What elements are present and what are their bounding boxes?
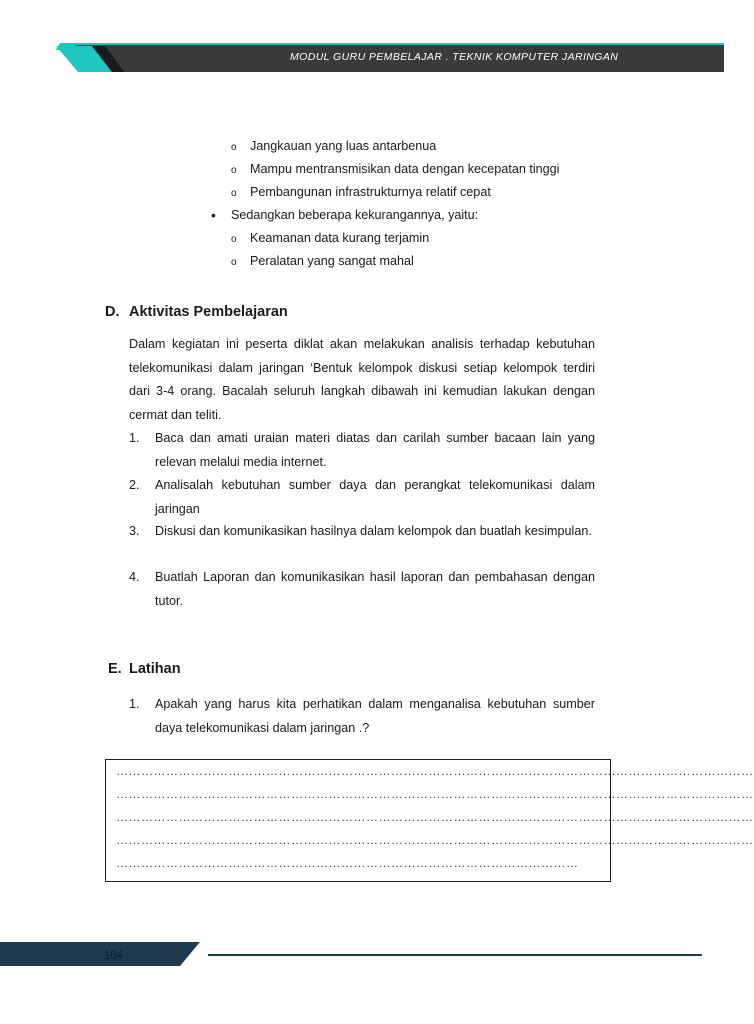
step-text [155,566,595,613]
step-text-2: Analisalah kebutuhan sumber daya dan perangkat telekomunikasi dalam jaringan [155,478,595,516]
list-item: Keamanan data kurang terjamin [250,231,430,245]
header-band [0,0,724,75]
section-d-letter: D. [105,304,120,320]
answer-line[interactable]: ……………………………………………………………………………………………………………………………………… [116,764,754,778]
question-text [155,693,595,740]
answer-line[interactable]: ……………………………………………………………………………………………………………………………………… [116,787,754,801]
step-number: 1. [129,431,140,445]
section-d-intro [129,333,595,427]
step-text-4: Buatlah Laporan dan komunikasikan hasil laporan dan pembahasan dengan tutor. [155,570,595,608]
answer-box[interactable] [105,759,754,882]
header-title: MODUL GURU PEMBELAJAR . TEKNIK KOMPUTER JARINGAN [290,51,619,63]
list-item: Mampu mentransmisikan data dengan kecepatan tinggi [250,162,560,176]
step-number: 4. [129,570,140,584]
list-item: Pembangunan infrastrukturnya relatif cepat [250,185,491,199]
bullet-marker: • [211,207,216,223]
answer-line[interactable]: ………………………………………………………………………………………………… [116,856,579,870]
list-marker: o [231,234,237,245]
answer-line[interactable]: ……………………………………………………………………………………………………………………………………… [116,833,754,847]
list-marker: o [231,257,237,268]
list-marker: o [231,142,237,153]
section-e-letter: E. [108,661,122,677]
question-number: 1. [129,697,140,711]
question-text-1: Apakah yang harus kita perhatikan dalam menganalisa kebutuhan sumber daya telekomunikasi dalam jaringan .? [155,697,595,735]
step-text [155,427,595,474]
list-marker: o [231,165,237,176]
step-number: 2. [129,478,140,492]
page-number: 104 [104,950,124,962]
list-marker: o [231,188,237,199]
footer-tab [0,942,200,966]
step-text [155,520,595,544]
disadvantages-lead: Sedangkan beberapa kekurangannya, yaitu: [231,208,479,222]
step-number: 3. [129,524,140,538]
list-item: Jangkauan yang luas antarbenua [250,139,437,153]
step-text [155,474,595,521]
step-text-3: Diskusi dan komunikasikan hasilnya dalam kelompok dan buatlah kesimpulan. [155,524,592,538]
list-item: Peralatan yang sangat mahal [250,254,414,268]
intro-paragraph: Dalam kegiatan ini peserta diklat akan melakukan analisis terhadap kebutuhan telekomunikasi dalam jaringan ‘Bentuk kelompok diskusi setiap kelompok terdiri dari 3-4 orang. Bacalah seluruh langkah dibawah ini kemudian lakukan dengan cermat dan teliti. [129,337,595,422]
answer-line[interactable]: ……………………………………………………………………………………………………………………………………… [116,810,754,824]
step-text-1: Baca dan amati uraian materi diatas dan carilah sumber bacaan lain yang relevan melalui media internet. [155,431,595,469]
section-e-title: Latihan [129,661,181,677]
section-d-title: Aktivitas Pembelajaran [129,304,288,320]
